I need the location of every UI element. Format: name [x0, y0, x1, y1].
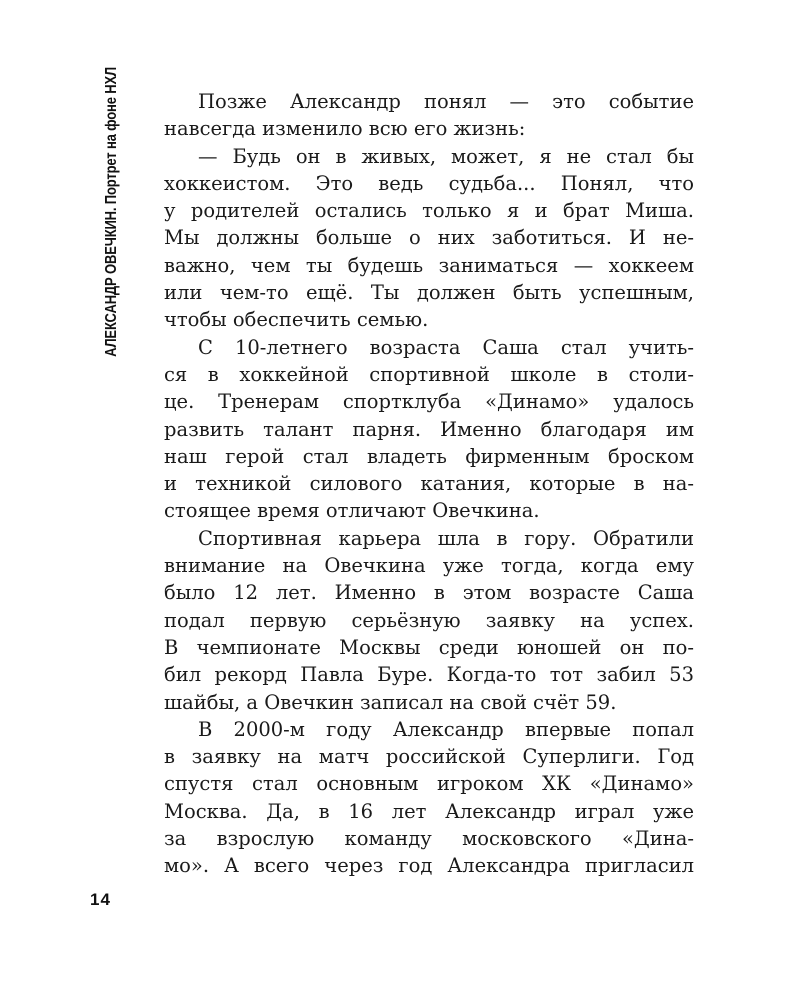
text-line: было 12 лет. Именно в этом возрасте Саша — [164, 581, 694, 605]
body-text — [164, 88, 694, 880]
text-line: Москва. Да, в 16 лет Александр играл уже — [164, 799, 694, 823]
text-line: навсегда изменило всю его жизнь: — [164, 117, 526, 141]
text-line: ся в хоккейной спортивной школе в столи- — [164, 362, 694, 386]
text-line: наш герой стал владеть фирменным броском — [164, 444, 694, 468]
text-line: С 10-летнего возраста Саша стал учить- — [198, 335, 694, 359]
text-line: стоящее время отличают Овечкина. — [164, 499, 540, 523]
text-line: Спортивная карьера шла в гору. Обратили — [198, 526, 694, 550]
text-line: чтобы обеспечить семью. — [164, 308, 429, 332]
text-line: мо». А всего через год Александра пригласил — [164, 854, 694, 878]
running-head-text: АЛЕКСАНДР ОВЕЧКИН. Портрет на фоне НХЛ — [103, 67, 120, 357]
text-line: важно, чем ты будешь заниматься — хоккеем — [164, 253, 694, 277]
text-line: хоккеистом. Это ведь судьба... Понял, что — [164, 171, 694, 195]
text-line: за взрослую команду московского «Дина- — [164, 827, 694, 851]
text-line: — Будь он в живых, может, я не стал бы — [198, 144, 694, 168]
text-line: В чемпионате Москвы среди юношей он по- — [164, 635, 694, 659]
text-line: Мы должны больше о них заботиться. И не- — [164, 226, 694, 250]
text-line: спустя стал основным игроком ХК «Динамо» — [164, 772, 694, 796]
text-line: и техникой силового катания, которые в на- — [164, 472, 694, 496]
text-line: у родителей остались только я и брат Миша. — [164, 199, 694, 223]
text-line: развить талант парня. Именно благодаря им — [164, 417, 694, 441]
text-line: шайбы, а Овечкин записал на свой счёт 59. — [164, 690, 617, 714]
text-line: В 2000-м году Александр впервые попал — [198, 717, 694, 741]
page-number: 14 — [90, 890, 111, 909]
text-line: бил рекорд Павла Буре. Когда-то тот забил 53 — [164, 663, 694, 687]
text-line: це. Тренерам спортклуба «Динамо» удалось — [164, 390, 694, 414]
text-line: в заявку на матч российской Суперлиги. Год — [164, 745, 694, 769]
text-line: внимание на Овечкина уже тогда, когда ему — [164, 554, 694, 578]
text-line: подал первую серьёзную заявку на успех. — [164, 608, 694, 632]
text-line: Позже Александр понял — это событие — [198, 90, 694, 113]
text-line: или чем-то ещё. Ты должен быть успешным, — [164, 281, 694, 305]
